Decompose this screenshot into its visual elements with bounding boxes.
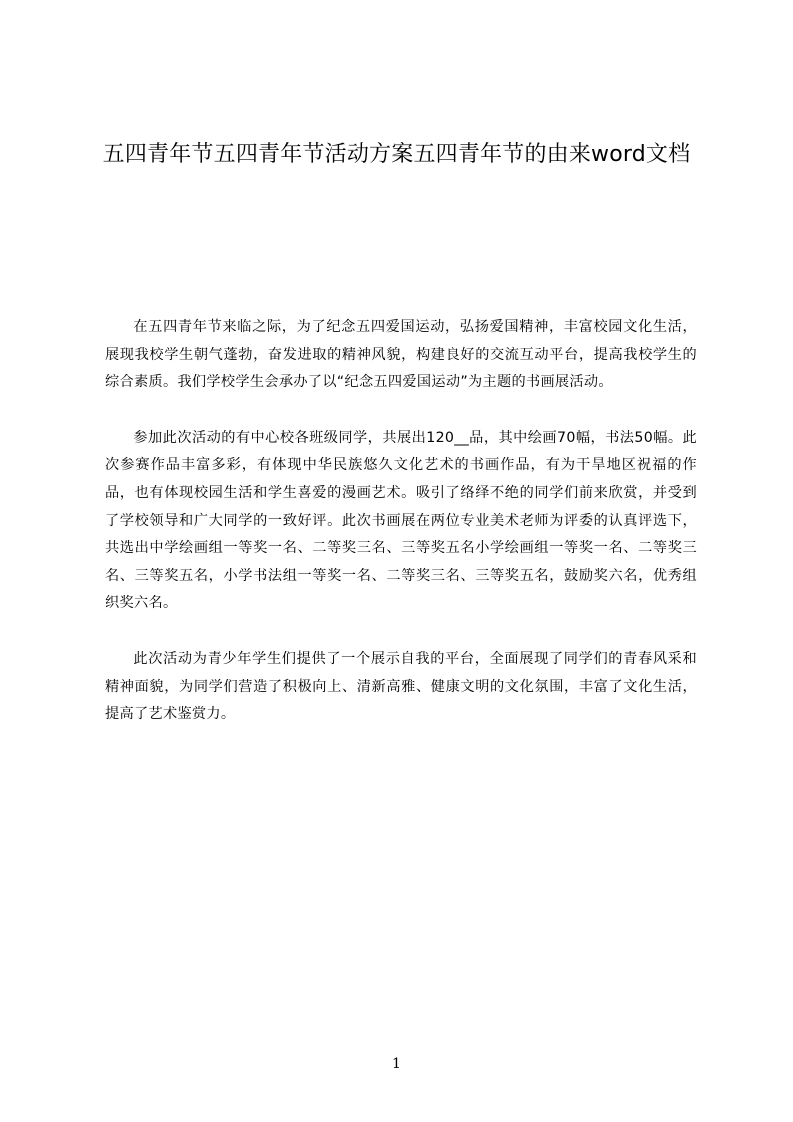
paragraph-activity-details: 参加此次活动的有中心校各班级同学，共展出120__品，其中绘画70幅，书法50幅。此次参赛作品丰富多彩，有体现中华民族悠久文化艺术的书画作品，有为干旱地区祝福的作品，也有体现校园生活和学生喜爱的漫画艺术。吸引了络绎不绝的同学们前来欣赏，并受到了学校领导和广大同学的一致好评。此次书画展在两位专业美术老师为评委的认真评选下，共选出中学绘画组一等奖一名、二等奖三名、三等奖五名小学绘画组一等奖一名、二等奖三名、三等奖五名，小学书法组一等奖一名、二等奖三名、三等奖五名，鼓励奖六名，优秀组织奖六名。 bbox=[105, 429, 697, 612]
page-number: 1 bbox=[392, 1056, 401, 1072]
paragraph-intro: 在五四青年节来临之际，为了纪念五四爱国运动，弘扬爱国精神，丰富校园文化生活，展现我校学生朝气蓬勃，奋发进取的精神风貌，构建良好的交流互动平台，提高我校学生的综合素质。我们学校学生会承办了以“纪念五四爱国运动”为主题的书画展活动。 bbox=[105, 319, 697, 391]
document-title: 五四青年节五四青年节活动方案五四青年节的由来word文档 bbox=[102, 142, 691, 167]
paragraph-conclusion: 此次活动为青少年学生们提供了一个展示自我的平台，全面展现了同学们的青春风采和精神面貌，为同学们营造了积极向上、清新高雅、健康文明的文化氛围，丰富了文化生活，提高了艺术鉴赏力。 bbox=[105, 650, 697, 723]
document-body bbox=[105, 314, 697, 757]
